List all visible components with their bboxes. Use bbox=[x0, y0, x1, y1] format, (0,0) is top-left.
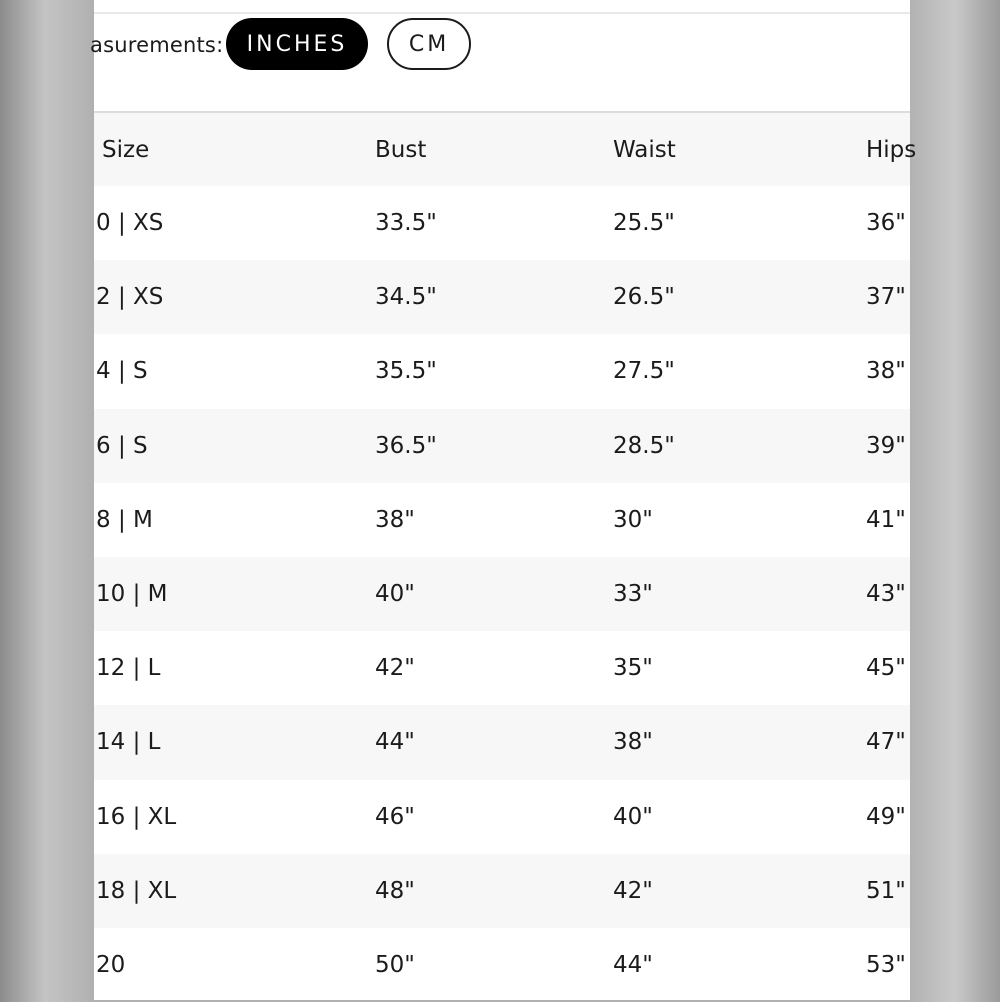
hips-cell: 43" bbox=[866, 581, 906, 608]
hips-cell: 39" bbox=[866, 432, 906, 459]
divider bbox=[94, 12, 910, 14]
bust-cell: 36.5" bbox=[375, 432, 437, 459]
cm-button[interactable]: CM bbox=[387, 18, 471, 70]
table-row bbox=[94, 928, 910, 1002]
waist-cell: 35" bbox=[613, 655, 653, 682]
waist-cell: 28.5" bbox=[613, 432, 675, 459]
size-cell: 4 | S bbox=[96, 358, 148, 385]
hips-cell: 37" bbox=[866, 284, 906, 311]
hips-cell: 41" bbox=[866, 506, 906, 533]
size-chart-panel bbox=[90, 0, 917, 1000]
unit-toggle bbox=[90, 18, 910, 74]
bust-cell: 38" bbox=[375, 506, 415, 533]
size-cell: 14 | L bbox=[96, 729, 161, 756]
waist-cell: 26.5" bbox=[613, 284, 675, 311]
waist-cell: 40" bbox=[613, 803, 653, 830]
bust-cell: 44" bbox=[375, 729, 415, 756]
table-row bbox=[94, 780, 910, 854]
size-table bbox=[94, 113, 917, 1002]
hips-cell: 53" bbox=[866, 951, 906, 978]
waist-cell: 42" bbox=[613, 877, 653, 904]
table-row bbox=[94, 557, 910, 631]
table-row bbox=[94, 631, 910, 705]
bust-cell: 48" bbox=[375, 877, 415, 904]
waist-cell: 44" bbox=[613, 951, 653, 978]
hips-cell: 36" bbox=[866, 210, 906, 237]
waist-cell: 25.5" bbox=[613, 210, 675, 237]
size-cell: 10 | M bbox=[96, 581, 168, 608]
table-header-row bbox=[94, 113, 917, 186]
measurements-label: asurements: bbox=[90, 33, 224, 57]
size-cell: 8 | M bbox=[96, 506, 153, 533]
table-row bbox=[94, 483, 910, 557]
header-waist: Waist bbox=[613, 136, 676, 163]
bust-cell: 40" bbox=[375, 581, 415, 608]
bust-cell: 34.5" bbox=[375, 284, 437, 311]
size-cell: 16 | XL bbox=[96, 803, 177, 830]
table-row bbox=[94, 260, 910, 334]
size-cell: 12 | L bbox=[96, 655, 161, 682]
size-cell: 6 | S bbox=[96, 432, 148, 459]
waist-cell: 38" bbox=[613, 729, 653, 756]
hips-cell: 49" bbox=[866, 803, 906, 830]
header-hips: Hips bbox=[866, 136, 917, 163]
size-cell: 2 | XS bbox=[96, 284, 164, 311]
waist-cell: 33" bbox=[613, 581, 653, 608]
size-cell: 18 | XL bbox=[96, 877, 177, 904]
inches-button[interactable]: INCHES bbox=[226, 18, 368, 70]
bust-cell: 50" bbox=[375, 951, 415, 978]
bust-cell: 35.5" bbox=[375, 358, 437, 385]
table-row bbox=[94, 705, 910, 779]
table-row bbox=[94, 409, 910, 483]
table-row bbox=[94, 334, 910, 408]
table-row bbox=[94, 186, 910, 260]
bust-cell: 33.5" bbox=[375, 210, 437, 237]
hips-cell: 38" bbox=[866, 358, 906, 385]
hips-cell: 45" bbox=[866, 655, 906, 682]
header-size: Size bbox=[102, 136, 150, 163]
hips-cell: 47" bbox=[866, 729, 906, 756]
bust-cell: 46" bbox=[375, 803, 415, 830]
waist-cell: 30" bbox=[613, 506, 653, 533]
waist-cell: 27.5" bbox=[613, 358, 675, 385]
header-bust: Bust bbox=[375, 136, 427, 163]
bust-cell: 42" bbox=[375, 655, 415, 682]
hips-cell: 51" bbox=[866, 877, 906, 904]
table-row bbox=[94, 854, 910, 928]
size-cell: 0 | XS bbox=[96, 210, 164, 237]
size-cell: 20 bbox=[96, 951, 126, 978]
